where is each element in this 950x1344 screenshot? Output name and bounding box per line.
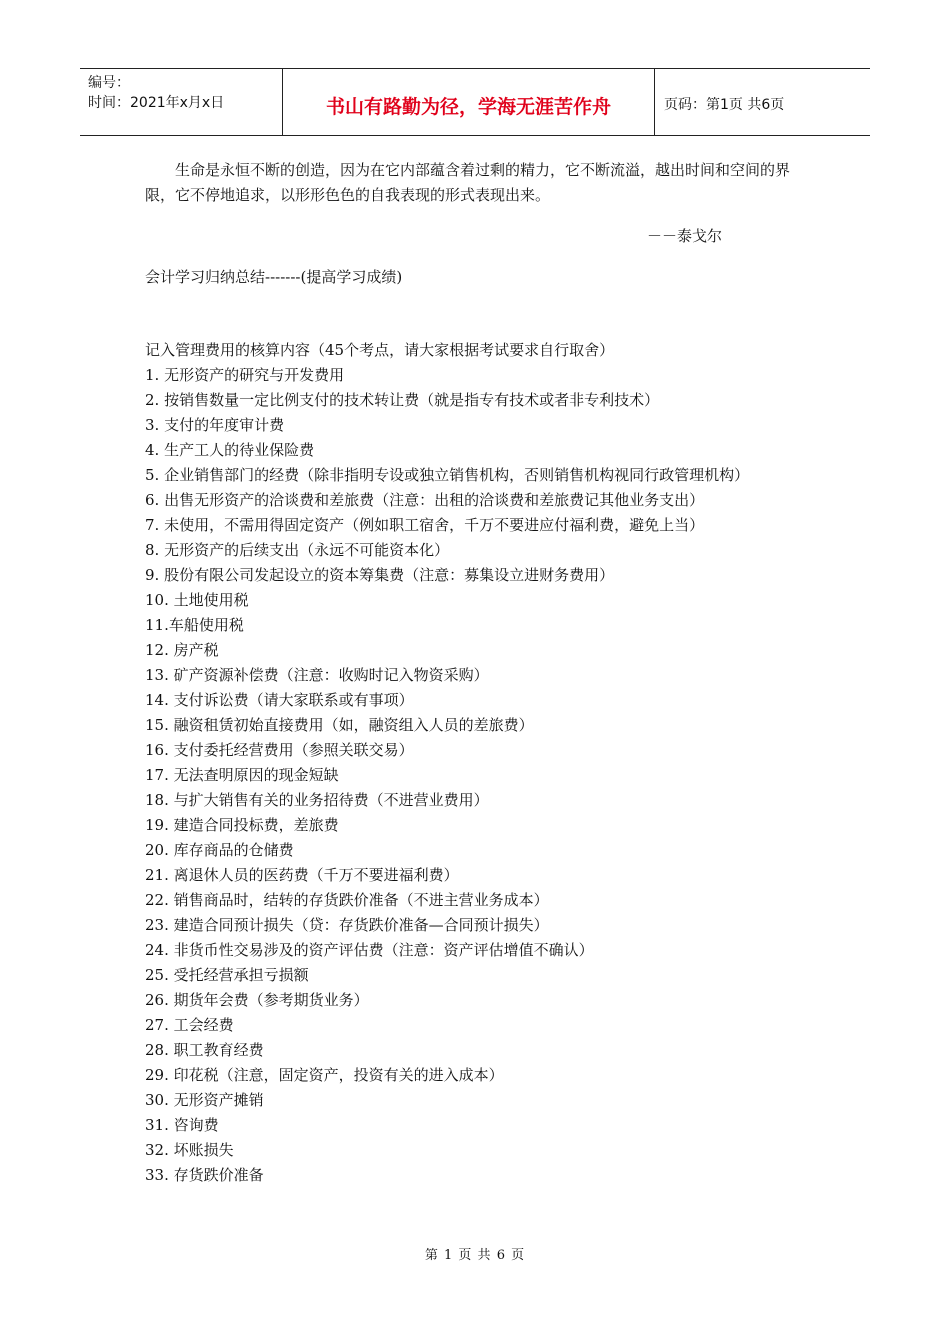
list-item: 29. 印花税（注意，固定资产，投资有关的进入成本） <box>145 1066 504 1084</box>
list-item: 26. 期货年会费（参考期货业务） <box>145 991 369 1009</box>
list-item: 10. 土地使用税 <box>145 591 249 609</box>
list-item: 12. 房产税 <box>145 641 219 659</box>
list-item: 4. 生产工人的待业保险费 <box>145 441 315 459</box>
document-body <box>145 158 810 1188</box>
list-item: 17. 无法查明原因的现金短缺 <box>145 766 339 784</box>
list-item: 9. 股份有限公司发起设立的资本筹集费（注意：募集设立进财务费用） <box>145 566 615 584</box>
list-item: 18. 与扩大销售有关的业务招待费（不进营业费用） <box>145 791 489 809</box>
list-item: 1. 无形资产的研究与开发费用 <box>145 366 345 384</box>
list-item: 25. 受托经营承担亏损额 <box>145 966 309 984</box>
list-item: 27. 工会经费 <box>145 1016 234 1034</box>
list-item: 20. 库存商品的仓储费 <box>145 841 294 859</box>
document-title: 会计学习归纳总结-------(提高学习成绩) <box>145 268 403 286</box>
list-item: 15. 融资租赁初始直接费用（如，融资组入人员的差旅费） <box>145 716 534 734</box>
header-meta <box>80 69 282 135</box>
list-item: 31. 咨询费 <box>145 1116 219 1134</box>
number-label: 编号： <box>88 75 130 91</box>
list-item: 6. 出售无形资产的洽谈费和差旅费（注意：出租的洽谈费和差旅费记其他业务支出） <box>145 491 705 509</box>
list-item: 14. 支付诉讼费（请大家联系或有事项） <box>145 691 414 709</box>
list-item: 21. 离退休人员的医药费（千万不要进福利费） <box>145 866 459 884</box>
list-item: 2. 按销售数量一定比例支付的技术转让费（就是指专有技术或者非专利技术） <box>145 391 660 409</box>
date-label: 时间：2021年x月x日 <box>88 95 225 111</box>
quote-text: 生命是永恒不断的创造，因为在它内部蕴含着过剩的精力，它不断流溢，越出时间和空间的界限，它不停地追求，以形形色色的自我表现的形式表现出来。 <box>145 161 791 204</box>
list-item: 28. 职工教育经费 <box>145 1041 264 1059</box>
list-item: 13. 矿产资源补偿费（注意：收购时记入物资采购） <box>145 666 489 684</box>
list-item: 30. 无形资产摊销 <box>145 1091 264 1109</box>
list-item: 19. 建造合同投标费，差旅费 <box>145 816 339 834</box>
list-item: 32. 坏账损失 <box>145 1141 234 1159</box>
list-intro: 记入管理费用的核算内容（45个考点，请大家根据考试要求自行取舍） <box>145 341 615 359</box>
list-item: 33. 存货跌价准备 <box>145 1166 264 1184</box>
list-item: 24. 非货币性交易涉及的资产评估费（注意：资产评估增值不确认） <box>145 941 594 959</box>
list-item: 11.车船使用税 <box>145 616 244 634</box>
list-item: 7. 未使用，不需用得固定资产（例如职工宿舍，千万不要进应付福利费，避免上当） <box>145 516 705 534</box>
list-item: 16. 支付委托经营费用（参照关联交易） <box>145 741 414 759</box>
list-item: 3. 支付的年度审计费 <box>145 416 285 434</box>
list-item: 5. 企业销售部门的经费（除非指明专设或独立销售机构，否则销售机构视同行政管理机构） <box>145 466 750 484</box>
list-item: 8. 无形资产的后续支出（永远不可能资本化） <box>145 541 450 559</box>
quote-author: －－泰戈尔 <box>646 227 722 245</box>
header-page-label: 页码：第1页 共6页 <box>664 97 785 113</box>
list-item: 23. 建造合同预计损失（贷：存货跌价准备—合同预计损失） <box>145 916 549 934</box>
list-item: 22. 销售商品时，结转的存货跌价准备（不进主营业务成本） <box>145 891 549 909</box>
document-header <box>80 68 870 136</box>
page-footer: 第 1 页 共 6 页 <box>424 1248 526 1263</box>
expense-item-list <box>145 363 810 1188</box>
header-motto: 书山有路勤为径，学海无涯苦作舟 <box>282 69 655 135</box>
